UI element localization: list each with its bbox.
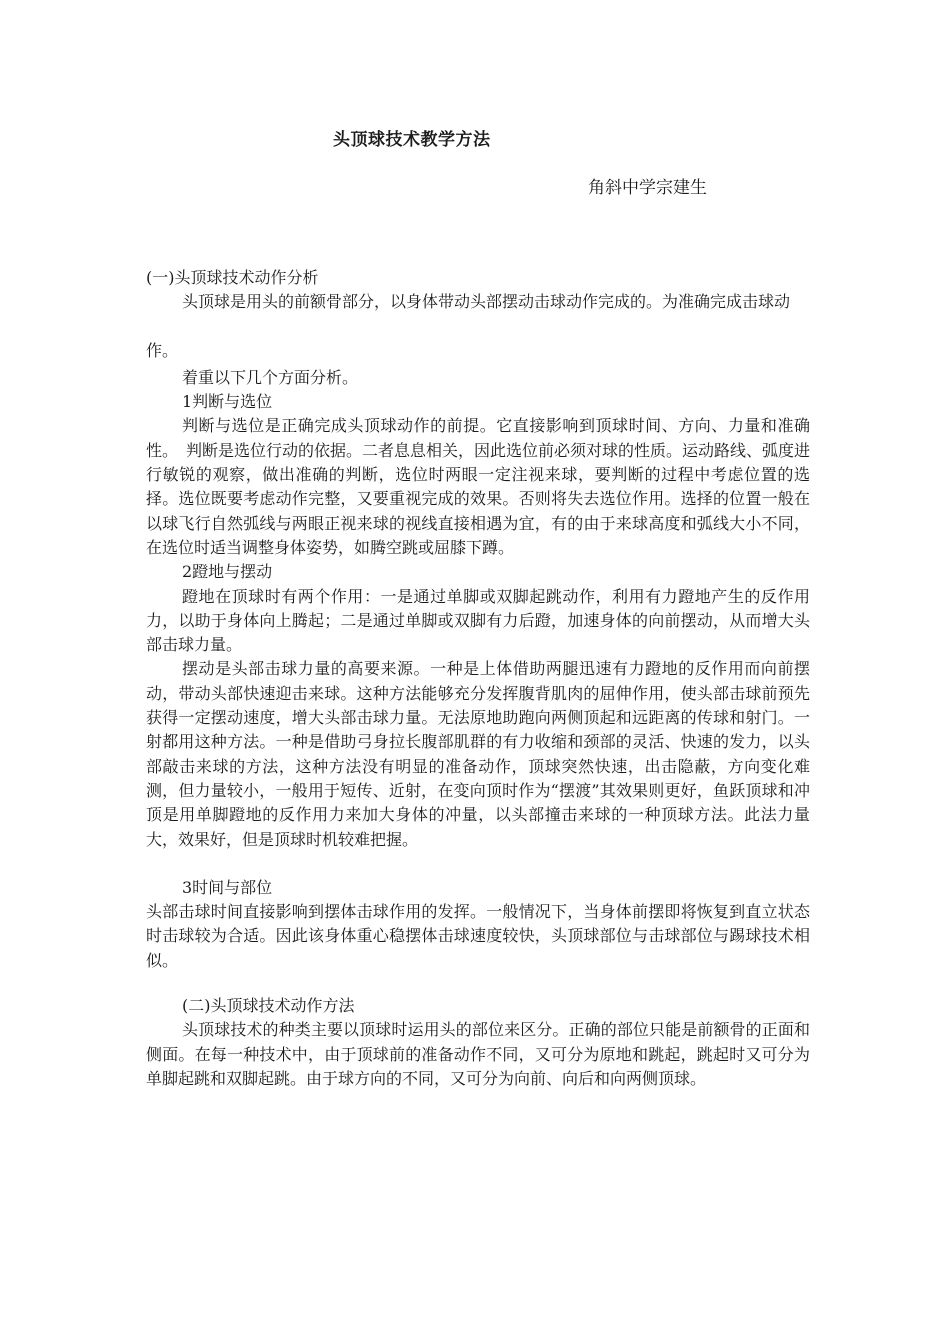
body-paragraph: 头顶球是用头的前额骨部分，以身体带动头部摆动击球动作完成的。为准确完成击球动: [182, 292, 791, 312]
body-paragraph: 摆动是头部击球力量的高要来源。一种是上体借助两腿迅速有力蹬地的反作用而向前摆动，带动头部快速迎击来球。这种方法能够充分发挥腹背肌肉的屈伸作用，使头部击球前预先获得一定摆动速度，增大头部击球力量。无法原地助跑向两侧顶起和远距离的传球和射门。一射都用这种方法。一种是借助弓身拉长腹部肌群的有力收缩和颈部的灵活、快速的发力，以头部敲击来球的方法，这种方法没有明显的准备动作，顶球突然快速，出击隐蔽，方向变化难测，但力量较小，一般用于短传、近射，在变向顶时作为“摆渡”其效果则更好，鱼跃顶球和冲顶是用单脚蹬地的反作用力来加大身体的冲量，以头部撞击来球的一种顶球方法。此法力量大，效果好，但是顶球时机较难把握。: [146, 659, 810, 849]
section-heading: (一)头顶球技术动作分析: [146, 268, 319, 287]
body-paragraph: 着重以下几个方面分析。: [182, 367, 359, 387]
section-heading: (二)头顶球技术动作方法: [182, 996, 355, 1016]
document-body: [146, 266, 810, 1091]
document-author: 角斜中学宗建生: [588, 178, 707, 198]
body-paragraph: 作。: [146, 340, 179, 360]
body-paragraph: 蹬地在顶球时有两个作用：一是通过单脚或双脚起跳动作，利用有力蹬地产生的反作用力，以助于身体向上腾起；二是通过单脚或双脚有力后蹬，加速身体的向前摆动，从而增大头部击球力量。: [146, 586, 810, 655]
body-paragraph: 头部击球时间直接影响到摆体击球作用的发挥。一般情况下，当身体前摆即将恢复到直立状态时击球较为合适。因此该身体重心稳摆体击球速度较快，头顶球部位与击球部位与踢球技术相似。: [146, 902, 810, 970]
subsection-heading: 2蹬地与摆动: [182, 562, 273, 582]
body-paragraph: 头顶球技术的种类主要以顶球时运用头的部位来区分。正确的部位只能是前额骨的正面和侧面。在每一种技术中，由于顶球前的准备动作不同，又可分为原地和跳起，跳起时又可分为单脚起跳和双脚起跳。由于球方向的不同，又可分为向前、向后和向两侧顶球。: [146, 1020, 810, 1088]
subsection-heading: 1判断与选位: [182, 392, 273, 412]
document-title: 头顶球技术教学方法: [333, 130, 491, 150]
body-paragraph: 判断与选位是正确完成头顶球动作的前提。它直接影响到顶球时间、方向、力量和准确性。 判断是选位行动的依据。二者息息相关，因此选位前必须对球的性质。运动路线、弧度进行敏锐的观察，做出准确的判断，选位时两眼一定注视来球，要判断的过程中考虑位置的选择。选位既要考虑动作完整，又要重视完成的效果。否则将失去选位作用。选择的位置一般在以球飞行自然弧线与两眼正视来球的视线直接相遇为宜，有的由于来球高度和弧线大小不同，在选位时适当调整身体姿势，如腾空跳或屈膝下蹲。: [146, 416, 811, 557]
subsection-heading: 3时间与部位: [182, 877, 273, 897]
